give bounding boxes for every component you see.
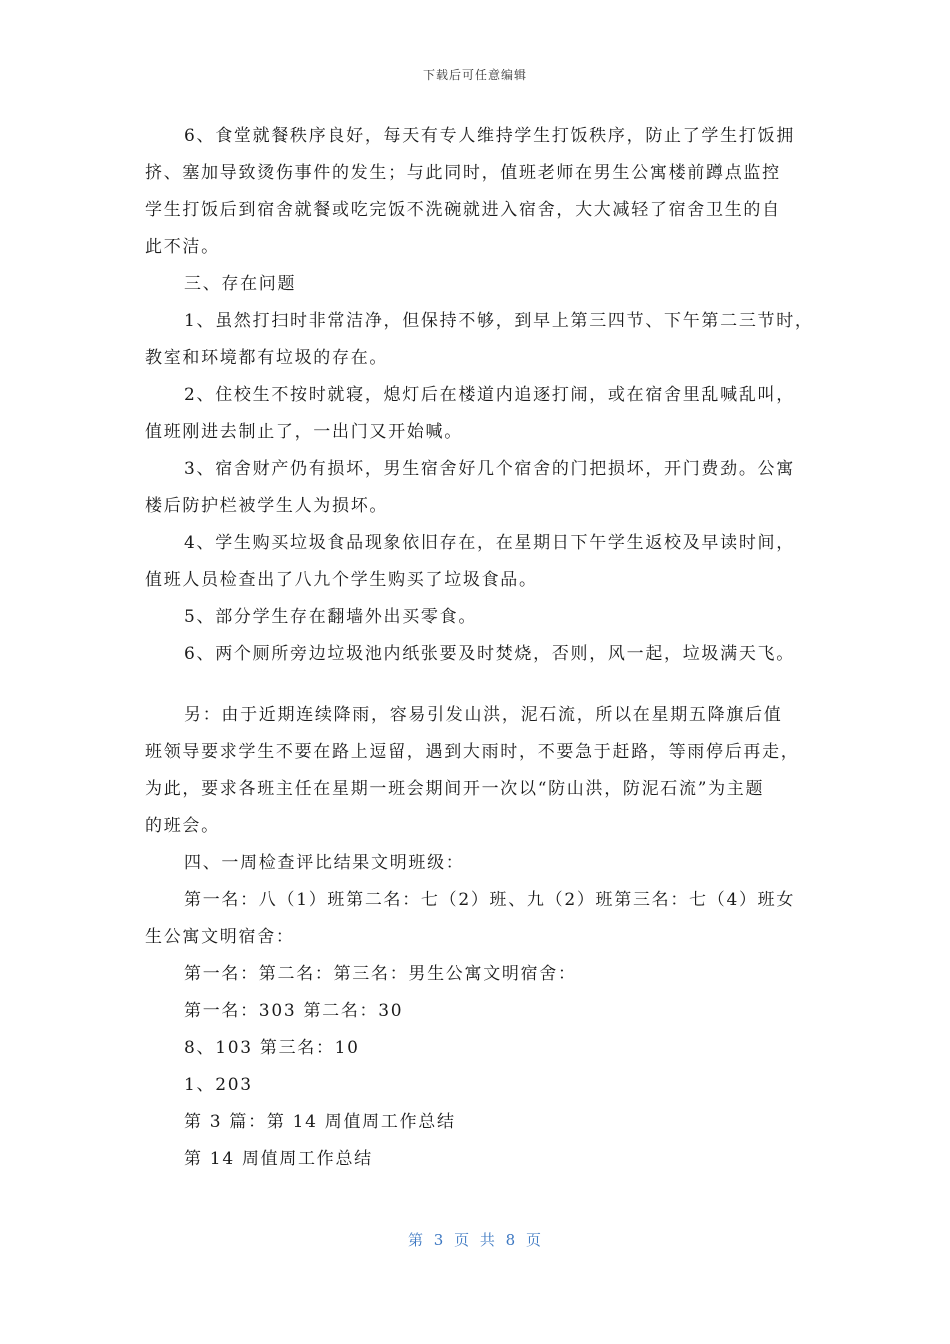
text-line: 1、虽然打扫时非常洁净，但保持不够，到早上第三四节、下午第二三节时， <box>184 311 814 331</box>
text-line: 6、食堂就餐秩序良好，每天有专人维持学生打饭秩序，防止了学生打饭拥 <box>184 126 795 146</box>
section-heading-results: 四、一周检查评比结果文明班级： <box>184 853 465 873</box>
text-line: 挤、塞加导致烫伤事件的发生；与此同时，值班老师在男生公寓楼前蹲点监控 <box>145 163 781 183</box>
paragraph-problem-3 <box>145 451 817 525</box>
text-line: 为此，要求各班主任在星期一班会期间开一次以“防山洪，防泥石流”为主题 <box>145 779 765 799</box>
text-line: 4、学生购买垃圾食品现象依旧存在，在星期日下午学生返校及早读时间， <box>184 533 795 553</box>
paragraph-class-rankings <box>145 882 817 956</box>
article-heading: 第 3 篇：第 14 周值周工作总结 <box>184 1112 456 1132</box>
text-line: 的班会。 <box>145 816 220 836</box>
footer-page-suffix: 页 <box>526 1231 543 1249</box>
paragraph-canteen-order <box>145 118 817 266</box>
footer-page-middle: 页 共 <box>454 1231 496 1249</box>
text-line: 第一名：八（1）班第二名：七（2）班、九（2）班第三名：七（4）班女 <box>184 890 796 910</box>
text-line: 班领导要求学生不要在路上逗留，遇到大雨时，不要急于赶路，等雨停后再走， <box>145 742 800 762</box>
paragraph-ranking-line: 第一名：303 第二名：30 <box>184 1001 404 1021</box>
paragraph-problem-5: 5、部分学生存在翻墙外出买零食。 <box>184 607 478 627</box>
text-line: 3、宿舍财产仍有损坏，男生宿舍好几个宿舍的门把损坏，开门费劲。公寓 <box>184 459 795 479</box>
page-footer <box>0 1229 950 1250</box>
paragraph-weather-notice <box>145 697 817 845</box>
paragraph-problem-4 <box>145 525 817 599</box>
paragraph-problem-6: 6、两个厕所旁边垃圾池内纸张要及时焚烧，否则，风一起，垃圾满天飞。 <box>184 644 795 664</box>
footer-page-prefix: 第 <box>407 1231 424 1249</box>
document-body <box>145 118 817 1178</box>
paragraph-ranking-line: 1、203 <box>184 1075 253 1095</box>
footer-page-number: 3 <box>433 1231 445 1249</box>
paragraph-ranking-line: 8、103 第三名：10 <box>184 1038 360 1058</box>
paragraph-dorm-rankings: 第一名：第二名：第三名：男生公寓文明宿舍： <box>184 964 577 984</box>
text-line: 学生打饭后到宿舍就餐或吃完饭不洗碗就进入宿舍，大大减轻了宿舍卫生的自 <box>145 200 781 220</box>
paragraph-problem-1 <box>145 303 817 377</box>
paragraph-spacer <box>145 673 817 697</box>
section-heading-problems: 三、存在问题 <box>184 274 297 294</box>
article-title: 第 14 周值周工作总结 <box>184 1149 373 1169</box>
text-line: 值班人员检查出了八九个学生购买了垃圾食品。 <box>145 570 538 590</box>
text-line: 生公寓文明宿舍： <box>145 927 295 947</box>
text-line: 此不洁。 <box>145 237 220 257</box>
footer-page-total: 8 <box>505 1231 517 1249</box>
text-line: 教室和环境都有垃圾的存在。 <box>145 348 389 368</box>
text-line: 值班刚进去制止了，一出门又开始喊。 <box>145 422 463 442</box>
text-line: 2、住校生不按时就寝，熄灯后在楼道内追逐打闹，或在宿舍里乱喊乱叫， <box>184 385 795 405</box>
text-line: 楼后防护栏被学生人为损坏。 <box>145 496 389 516</box>
page-header: 下载后可任意编辑 <box>422 68 527 82</box>
text-line: 另：由于近期连续降雨，容易引发山洪，泥石流，所以在星期五降旗后值 <box>184 705 783 725</box>
paragraph-problem-2 <box>145 377 817 451</box>
